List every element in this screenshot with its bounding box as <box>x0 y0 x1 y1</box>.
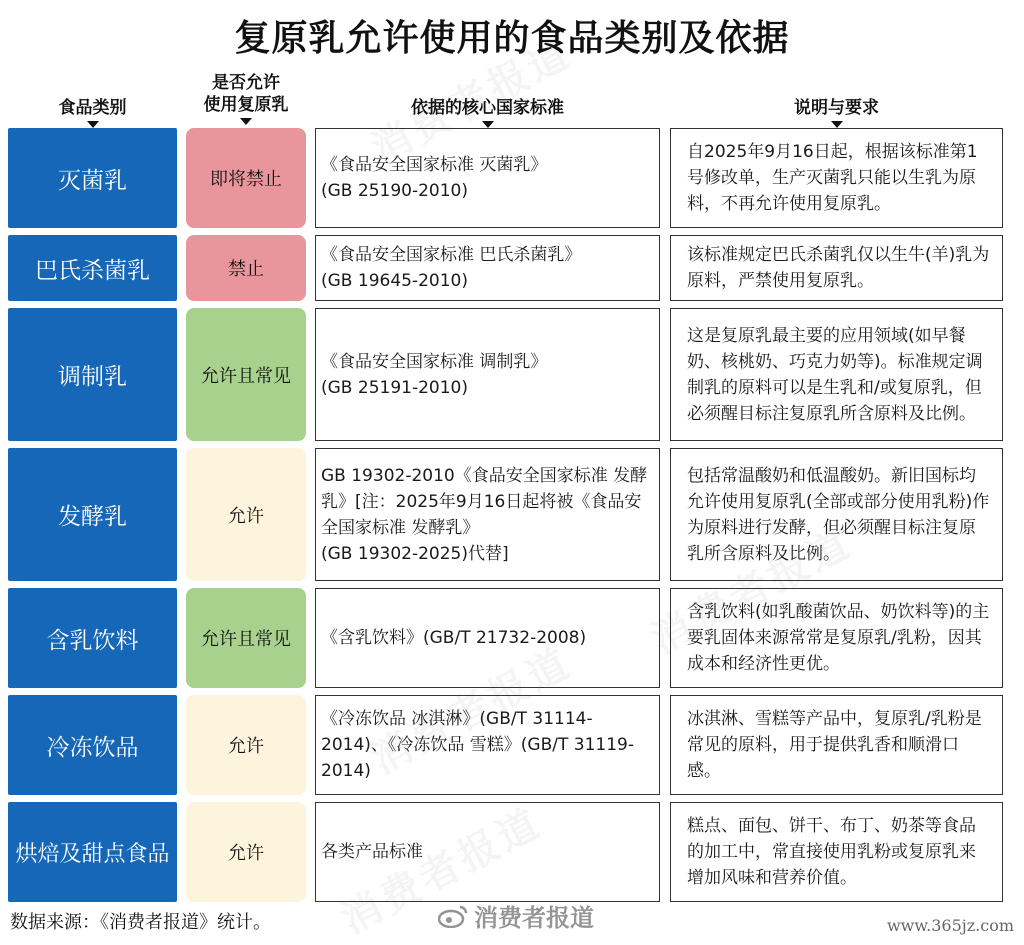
category-cell <box>8 695 177 795</box>
status-label: 允许且常见 <box>201 629 291 650</box>
header-category <box>8 97 177 128</box>
status-badge <box>186 448 306 581</box>
publisher-logo <box>438 898 594 933</box>
arrow-down-icon <box>482 121 494 128</box>
description-text: 自2025年9月16日起，根据该标准第1号修改单，生产灭菌乳只能以生乳为原料，不再允许使用复原乳。 <box>687 142 978 214</box>
standard-cell <box>315 588 660 688</box>
weibo-icon <box>438 904 468 928</box>
header-description-label: 说明与要求 <box>794 98 879 118</box>
standard-text: 《食品安全国家标准 巴氏杀菌乳》 (GB 19645-2010) <box>321 245 582 291</box>
standard-text: 《冷冻饮品 冰淇淋》(GB/T 31114-2014)、《冷冻饮品 雪糕》(GB/T 31119-2014) <box>321 709 634 781</box>
data-source-note: 数据来源：《消费者报道》统计。 <box>10 912 271 933</box>
site-watermark: www.365jz.com <box>886 916 1014 935</box>
header-standard-label: 依据的核心国家标准 <box>411 98 564 118</box>
standard-text: 《食品安全国家标准 灭菌乳》 (GB 25190-2010) <box>321 155 548 201</box>
standard-text: 《食品安全国家标准 调制乳》 (GB 25191-2010) <box>321 351 548 398</box>
status-badge <box>186 308 306 441</box>
description-cell <box>670 448 1003 581</box>
description-text: 这是复原乳最主要的应用领域(如早餐奶、核桃奶、巧克力奶等)。标准规定调制乳的原料可以是生乳和/或复原乳，但必须醒目标注复原乳所含原料及比例。 <box>687 325 983 424</box>
category-label: 灭菌乳 <box>58 167 127 194</box>
standard-cell <box>315 308 660 441</box>
standard-cell <box>315 448 660 581</box>
status-label: 允许 <box>228 505 264 527</box>
standard-text: GB 19302-2010《食品安全国家标准 发酵乳》[注：2025年9月16日起将被《食品安全国家标准 发酵乳》 (GB 19302-2025)代替] <box>321 465 648 564</box>
standard-cell <box>315 695 660 795</box>
category-cell <box>8 235 177 301</box>
header-allowed <box>186 72 306 125</box>
description-text: 该标准规定巴氏杀菌乳仅以生牛(羊)乳为原料，严禁使用复原乳。 <box>687 245 990 291</box>
status-badge <box>186 588 306 688</box>
description-cell <box>670 695 1003 795</box>
description-cell <box>670 588 1003 688</box>
category-cell <box>8 802 177 902</box>
description-text: 冰淇淋、雪糕等产品中，复原乳/乳粉是常见的原料，用于提供乳香和顺滑口感。 <box>687 709 982 781</box>
standard-text: 《含乳饮料》(GB/T 21732-2008) <box>321 628 587 648</box>
description-text: 糕点、面包、饼干、布丁、奶茶等食品的加工中，常直接使用乳粉或复原乳来增加风味和营养价值。 <box>687 816 976 888</box>
description-cell <box>670 128 1003 228</box>
header-description <box>670 97 1003 128</box>
arrow-down-icon <box>240 118 252 125</box>
category-label: 冷冻饮品 <box>46 734 139 761</box>
category-cell <box>8 308 177 441</box>
category-label: 调制乳 <box>58 364 127 390</box>
description-cell <box>670 308 1003 441</box>
category-label: 巴氏杀菌乳 <box>35 257 150 284</box>
description-text: 包括常温酸奶和低温酸奶。新旧国标均允许使用复原乳(全部或部分使用乳粉)作为原料进行发酵，但必须醒目标注复原乳所含原料及比例。 <box>687 465 990 564</box>
category-cell <box>8 128 177 228</box>
header-standard <box>315 97 660 128</box>
status-badge <box>186 235 306 301</box>
header-allowed-line1: 是否允许 <box>212 73 280 93</box>
header-allowed-line2: 使用复原乳 <box>203 95 289 115</box>
category-cell <box>8 448 177 581</box>
description-cell <box>670 235 1003 301</box>
standard-text: 各类产品标准 <box>321 842 423 862</box>
status-label: 允许且常见 <box>201 365 291 387</box>
category-label: 含乳饮料 <box>46 627 139 654</box>
description-cell <box>670 802 1003 902</box>
description-text: 含乳饮料(如乳酸菌饮品、奶饮料等)的主要乳固体来源常常是复原乳/乳粉，因其成本和经济性更优。 <box>687 602 990 674</box>
status-label: 允许 <box>228 736 264 757</box>
arrow-down-icon <box>831 121 843 128</box>
logo-text: 消费者报道 <box>474 904 594 932</box>
header-category-label: 食品类别 <box>58 98 127 118</box>
category-cell <box>8 588 177 688</box>
arrow-down-icon <box>87 121 99 128</box>
status-label: 允许 <box>228 843 264 864</box>
standard-cell <box>315 128 660 228</box>
status-badge <box>186 802 306 902</box>
status-label: 即将禁止 <box>210 169 282 190</box>
status-badge <box>186 128 306 228</box>
category-label: 发酵乳 <box>58 504 127 530</box>
status-label: 禁止 <box>228 259 264 280</box>
page-title: 复原乳允许使用的食品类别及依据 <box>234 18 790 59</box>
standard-cell <box>315 802 660 902</box>
standard-cell <box>315 235 660 301</box>
status-badge <box>186 695 306 795</box>
category-label: 烘焙及甜点食品 <box>15 841 170 867</box>
